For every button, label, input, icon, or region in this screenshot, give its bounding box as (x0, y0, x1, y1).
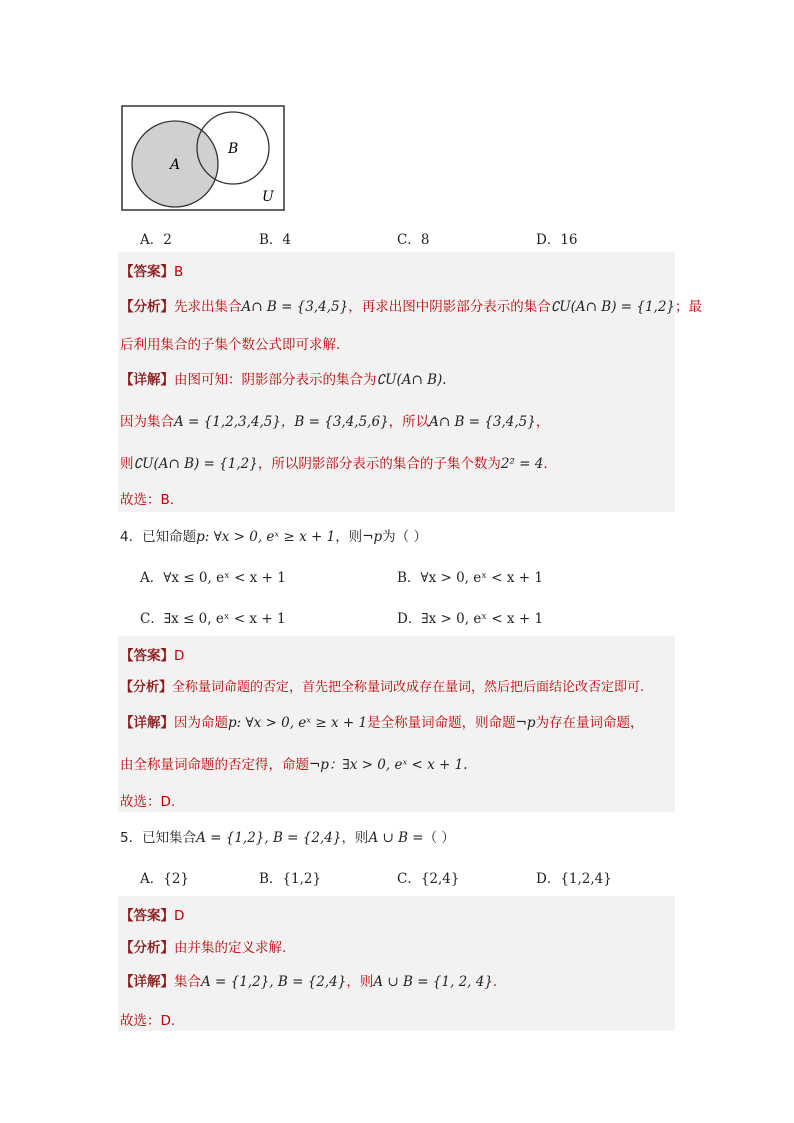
q5-option-b: B．{1,2} (259, 871, 322, 887)
math-expression: A∩ B = {3,4,5} (241, 299, 349, 315)
math-expression: ∁U(A∩ B). (376, 372, 447, 388)
math-expression: A = {1,2,3,4,5}，B = {3,4,5,6} (174, 414, 389, 430)
analysis-tag: 【分析】 (120, 299, 174, 315)
q5-stem (120, 826, 455, 846)
question-text: （ ） (423, 830, 455, 846)
answer-value: B (174, 264, 184, 280)
q5-analysis (120, 936, 286, 956)
detail-text: 为存在量词命题， (535, 715, 644, 731)
analysis-text: 由并集的定义求解. (174, 940, 287, 956)
q5-conclusion (120, 1009, 175, 1029)
math-expression: ¬p (515, 715, 536, 731)
conclusion-text: 故选：B. (120, 492, 175, 508)
math-expression: A∩ B = {3,4,5} (429, 414, 536, 430)
detail-text: 由图可知：阴影部分表示的集合为 (174, 372, 377, 388)
q4-conclusion (120, 790, 175, 810)
q3-option-c: C．8 (397, 232, 430, 248)
math-expression: A = {1,2}, B = {2,4} (196, 830, 342, 846)
q5-detail (120, 970, 497, 990)
detail-tag: 【详解】 (120, 372, 174, 388)
q4-answer (120, 644, 184, 664)
detail-text: . (492, 974, 498, 990)
label-u: U (262, 189, 274, 205)
math-expression: ¬p (362, 529, 383, 545)
detail-text: ，所以 (388, 414, 430, 430)
math-expression: A = {1,2}, B = {2,4} (201, 974, 347, 990)
q3-answer (120, 260, 183, 280)
detail-text: 是全称量词命题，则命题 (367, 715, 516, 731)
math-expression: ∁U(A∩ B) = {1,2} (550, 299, 676, 315)
q4-option-b: B．∀x > 0, eˣ < x + 1 (397, 570, 543, 586)
analysis-text: 先求出集合 (174, 299, 242, 315)
answer-tag: 【答案】 (120, 648, 174, 664)
conclusion-text: 故选：D. (120, 1013, 176, 1029)
q3-analysis-line-1 (120, 295, 702, 315)
q3-option-d: D．16 (536, 232, 578, 248)
label-b: B (228, 141, 239, 157)
analysis-text: 后利用集合的子集个数公式即可求解. (120, 337, 341, 353)
q3-conclusion (120, 488, 174, 508)
venn-diagram (118, 102, 290, 214)
math-expression: p: ∀x > 0, eˣ ≥ x + 1 (196, 529, 336, 545)
detail-text: 因为集合 (120, 414, 174, 430)
q3-option-a: A．2 (140, 232, 172, 248)
math-expression: 2² = 4 (500, 456, 544, 472)
q3-detail-line-3 (120, 452, 548, 472)
detail-text: 集合 (174, 974, 201, 990)
question-text: 4．已知命题 (120, 529, 197, 545)
q4-detail-line-1 (120, 711, 644, 731)
question-text: ，则 (341, 830, 369, 846)
answer-tag: 【答案】 (120, 908, 174, 924)
q4-option-d: D．∃x > 0, eˣ < x + 1 (397, 611, 544, 627)
q4-stem (120, 525, 427, 545)
analysis-tag: 【分析】 (120, 680, 173, 695)
detail-text: 因为命题 (174, 715, 228, 731)
detail-tag: 【详解】 (120, 715, 174, 731)
analysis-text: ，再求出图中阴影部分表示的集合 (348, 299, 551, 315)
math-expression: ∁U(A∩ B) = {1,2} (133, 456, 258, 472)
detail-text: ， (535, 414, 550, 430)
q3-detail-line-1 (120, 368, 447, 388)
q4-option-a: A．∀x ≤ 0, eˣ < x + 1 (140, 570, 286, 586)
question-text: 5．已知集合 (120, 830, 197, 846)
detail-text: . (543, 456, 548, 472)
q5-option-a: A．{2} (140, 871, 190, 887)
q3-analysis-line-2 (120, 333, 340, 353)
answer-tag: 【答案】 (120, 264, 174, 280)
q5-option-c: C．{2,4} (397, 871, 460, 887)
analysis-text: ；最 (675, 299, 703, 315)
analysis-text: 全称量词命题的否定，首先把全称量词改成存在量词，然后把后面结论改否定即可. (172, 680, 645, 695)
q3-detail-line-2 (120, 410, 549, 430)
q5-solution-box (118, 896, 675, 1031)
answer-value: D (174, 908, 185, 924)
detail-text: ，所以阴影部分表示的集合的子集个数为 (257, 456, 501, 472)
q5-option-d: D．{1,2,4} (536, 871, 612, 887)
math-expression: A ∪ B = {1, 2, 4} (373, 974, 493, 990)
detail-tag: 【详解】 (120, 974, 174, 990)
q4-detail-line-2 (120, 753, 468, 773)
conclusion-text: 故选：D. (120, 794, 176, 810)
question-text: ，则 (335, 529, 363, 545)
q4-analysis (120, 676, 644, 695)
math-expression: p: ∀x > 0, eˣ ≥ x + 1 (228, 715, 368, 731)
detail-text: 则 (120, 456, 134, 472)
detail-text: 由全称量词命题的否定得，命题 (120, 757, 309, 773)
math-expression: ¬p：∃x > 0, eˣ < x + 1. (309, 757, 468, 773)
math-expression: A ∪ B = (368, 830, 424, 846)
answer-value: D (174, 648, 185, 664)
q3-option-b: B．4 (259, 232, 292, 248)
analysis-tag: 【分析】 (120, 940, 174, 956)
q4-option-c: C．∃x ≤ 0, eˣ < x + 1 (140, 611, 286, 627)
label-a: A (170, 157, 181, 173)
question-text: 为（ ） (382, 529, 427, 545)
detail-text: ，则 (346, 974, 374, 990)
q5-answer (120, 904, 184, 924)
